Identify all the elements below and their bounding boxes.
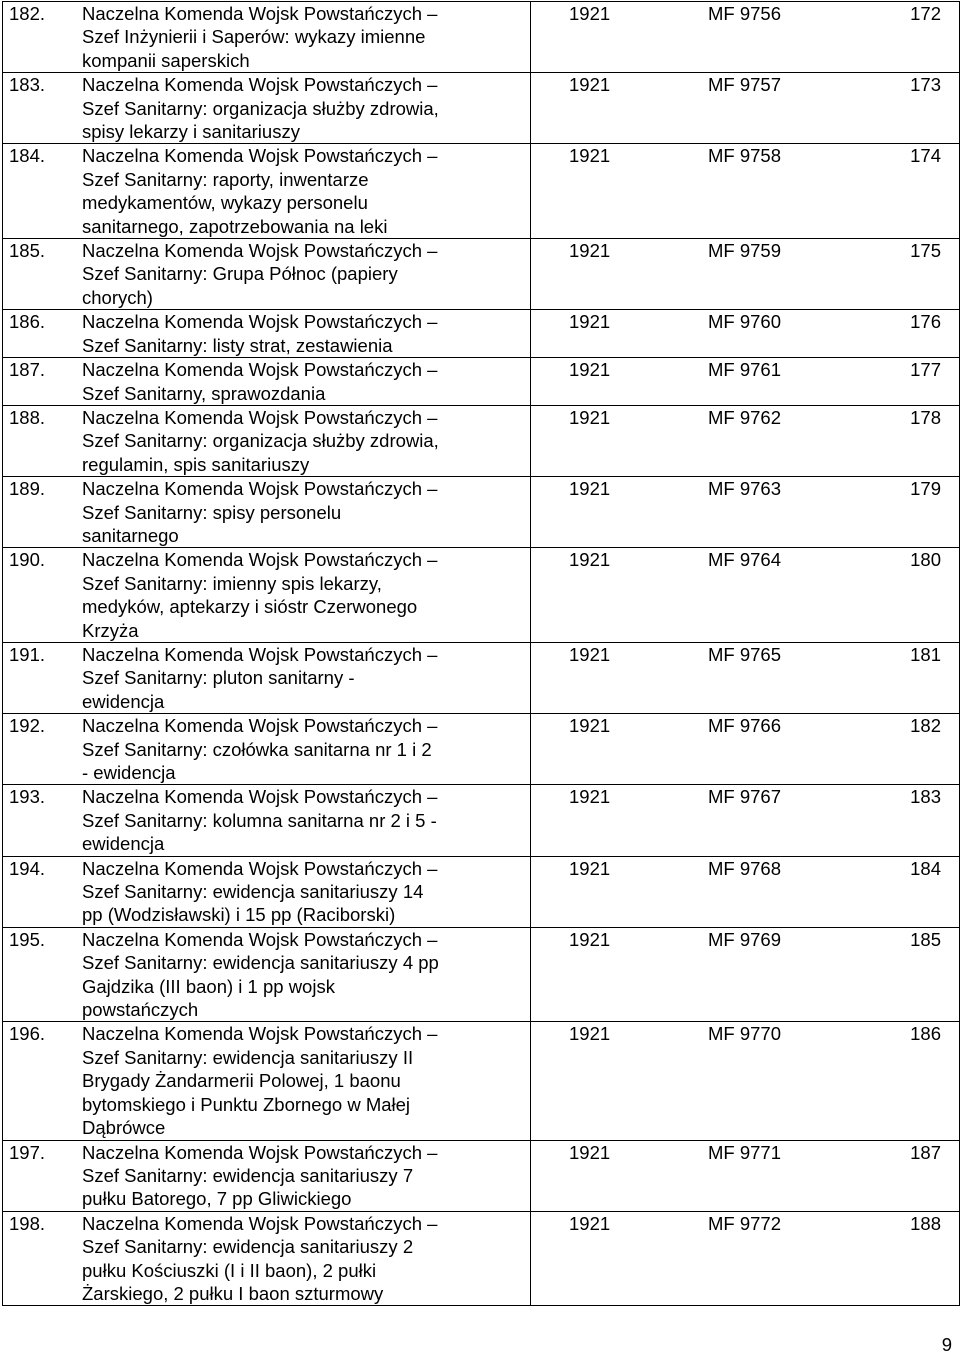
entry-description	[82, 1141, 530, 1211]
description-cell	[3, 642, 531, 713]
description-line: Gajdzika (III baon) i 1 pp wojsk	[82, 975, 335, 997]
entry-description	[82, 714, 530, 784]
entry-description	[82, 1022, 530, 1139]
year: 1921	[569, 3, 611, 24]
table-row	[3, 548, 960, 643]
description-line: Naczelna Komenda Wojsk Powstańczych –	[82, 928, 438, 950]
description-line: Szef Sanitarny: organizacja służby zdrowia,	[82, 97, 439, 119]
entry-description	[82, 2, 530, 72]
entry-description	[82, 548, 530, 642]
reference	[531, 928, 959, 951]
description-line: Szef Sanitarny, sprawozdania	[82, 382, 326, 404]
description-line: - ewidencja	[82, 762, 176, 783]
entry	[3, 1141, 530, 1211]
description-line: Naczelna Komenda Wojsk Powstańczych –	[82, 643, 438, 665]
entry-description	[82, 857, 530, 927]
description-line: spisy lekarzy i sanitariuszy	[82, 121, 300, 143]
description-line: Szef Sanitarny: czołówka sanitarna nr 1 i 2	[82, 738, 432, 760]
description-line: sanitarnego	[82, 524, 179, 546]
entry	[3, 477, 530, 547]
page-ref: 172	[910, 3, 941, 24]
page-ref: 180	[910, 549, 941, 571]
description-cell	[3, 358, 531, 406]
year: 1921	[569, 1023, 611, 1045]
description-line: ewidencja	[82, 690, 165, 712]
reference	[531, 1141, 959, 1164]
entry-number: 184.	[9, 145, 46, 167]
description-cell	[3, 477, 531, 548]
table-row	[3, 2, 960, 73]
year: 1921	[569, 928, 611, 950]
description-line: sanitarnego, zapotrzebowania na leki	[82, 215, 388, 237]
entry-number: 182.	[9, 3, 46, 24]
description-line: Brygady Żandarmerii Polowej, 1 baonu	[82, 1070, 401, 1092]
page-ref: 179	[910, 478, 941, 500]
reference-cell	[531, 1022, 960, 1140]
entry-number: 183.	[9, 74, 46, 96]
entry-number: 190.	[9, 549, 46, 571]
entry-description	[82, 406, 530, 476]
page-ref: 185	[910, 928, 941, 950]
description-line: Naczelna Komenda Wojsk Powstańczych –	[82, 3, 438, 24]
year: 1921	[569, 857, 611, 879]
entry-description	[82, 1212, 530, 1306]
entry-number: 197.	[9, 1141, 46, 1163]
description-line: bytomskiego i Punktu Zbornego w Małej	[82, 1093, 411, 1115]
table-row	[3, 714, 960, 785]
entry	[3, 928, 530, 1022]
reference-cell	[531, 1140, 960, 1211]
description-line: regulamin, spis sanitariuszy	[82, 453, 310, 475]
table-row	[3, 1140, 960, 1211]
description-cell	[3, 239, 531, 310]
year: 1921	[569, 643, 611, 665]
entry	[3, 310, 530, 357]
entry-number: 195.	[9, 928, 46, 950]
description-line: Naczelna Komenda Wojsk Powstańczych –	[82, 74, 438, 96]
description-line: Krzyża	[82, 619, 139, 641]
page-ref: 174	[910, 145, 941, 167]
reference	[531, 477, 959, 500]
description-line: Naczelna Komenda Wojsk Powstańczych –	[82, 145, 438, 167]
reference-cell	[531, 405, 960, 476]
description-line: ewidencja	[82, 833, 165, 855]
page-ref: 184	[910, 857, 941, 879]
reference-cell	[531, 2, 960, 73]
description-line: Naczelna Komenda Wojsk Powstańczych –	[82, 549, 438, 571]
reference	[531, 239, 959, 262]
page-ref: 188	[910, 1212, 941, 1234]
page-ref: 183	[910, 786, 941, 808]
signature: MF 9759	[708, 240, 782, 262]
description-line: Szef Sanitarny: ewidencja sanitariuszy II	[82, 1046, 414, 1068]
year: 1921	[569, 311, 611, 333]
description-line: Szef Sanitarny: ewidencja sanitariuszy 2	[82, 1236, 414, 1258]
description-line: medyków, aptekarzy i sióstr Czerwonego	[82, 596, 418, 618]
description-cell	[3, 144, 531, 239]
reference	[531, 643, 959, 666]
description-line: Naczelna Komenda Wojsk Powstańczych –	[82, 786, 438, 808]
description-line: pp (Wodzisławski) i 15 pp (Raciborski)	[82, 904, 396, 926]
table-row	[3, 1211, 960, 1306]
entry	[3, 406, 530, 476]
description-line: pułku Batorego, 7 pp Gliwickiego	[82, 1188, 352, 1210]
table-row	[3, 477, 960, 548]
table-row	[3, 73, 960, 144]
entry	[3, 239, 530, 309]
description-line: Naczelna Komenda Wojsk Powstańczych –	[82, 1023, 438, 1045]
table-row	[3, 642, 960, 713]
signature: MF 9756	[708, 3, 782, 24]
entry-number: 193.	[9, 786, 46, 808]
entry-number: 192.	[9, 715, 46, 737]
entry	[3, 358, 530, 405]
signature: MF 9764	[708, 549, 782, 571]
entry-number: 189.	[9, 478, 46, 500]
description-line: Szef Sanitarny: Grupa Północ (papiery	[82, 263, 398, 285]
description-line: pułku Kościuszki (I i II baon), 2 pułki	[82, 1259, 377, 1281]
entry-description	[82, 643, 530, 713]
year: 1921	[569, 478, 611, 500]
reference-cell	[531, 642, 960, 713]
reference-cell	[531, 358, 960, 406]
signature: MF 9770	[708, 1023, 782, 1045]
inventory-table	[2, 1, 960, 1306]
description-cell	[3, 1140, 531, 1211]
signature: MF 9768	[708, 857, 782, 879]
signature: MF 9767	[708, 786, 782, 808]
page-ref: 173	[910, 74, 941, 96]
year: 1921	[569, 1212, 611, 1234]
year: 1921	[569, 786, 611, 808]
entry-description	[82, 144, 530, 238]
reference	[531, 1212, 959, 1235]
description-line: Szef Sanitarny: raporty, inwentarze	[82, 168, 369, 190]
table-row	[3, 785, 960, 856]
description-line: Żarskiego, 2 pułku I baon szturmowy	[82, 1282, 384, 1304]
description-cell	[3, 405, 531, 476]
reference-cell	[531, 548, 960, 643]
entry	[3, 73, 530, 143]
description-line: Naczelna Komenda Wojsk Powstańczych –	[82, 406, 438, 428]
reference	[531, 548, 959, 571]
table-row	[3, 358, 960, 406]
signature: MF 9769	[708, 928, 782, 950]
inventory-table-body	[3, 2, 960, 1306]
signature: MF 9761	[708, 359, 782, 381]
signature: MF 9772	[708, 1212, 782, 1234]
entry-description	[82, 310, 530, 357]
entry-description	[82, 358, 530, 405]
page-ref: 177	[910, 359, 941, 381]
signature: MF 9760	[708, 311, 782, 333]
signature: MF 9765	[708, 643, 782, 665]
reference-cell	[531, 714, 960, 785]
reference	[531, 73, 959, 96]
table-row	[3, 310, 960, 358]
description-line: Szef Sanitarny: spisy personelu	[82, 501, 342, 523]
reference-cell	[531, 144, 960, 239]
table-row	[3, 405, 960, 476]
reference-cell	[531, 785, 960, 856]
reference-cell	[531, 1211, 960, 1306]
description-cell	[3, 2, 531, 73]
description-cell	[3, 1211, 531, 1306]
description-cell	[3, 310, 531, 358]
reference-cell	[531, 856, 960, 927]
entry	[3, 643, 530, 713]
description-cell	[3, 1022, 531, 1140]
page-ref: 186	[910, 1023, 941, 1045]
description-line: Naczelna Komenda Wojsk Powstańczych –	[82, 478, 438, 500]
signature: MF 9766	[708, 715, 782, 737]
entry	[3, 144, 530, 238]
reference	[531, 785, 959, 808]
reference	[531, 144, 959, 167]
table-row	[3, 927, 960, 1022]
description-line: medykamentów, wykazy personelu	[82, 192, 368, 214]
entry	[3, 714, 530, 784]
description-cell	[3, 548, 531, 643]
entry-number: 194.	[9, 857, 46, 879]
description-cell	[3, 73, 531, 144]
entry-description	[82, 928, 530, 1022]
entry-number: 196.	[9, 1023, 46, 1045]
description-cell	[3, 927, 531, 1022]
reference-cell	[531, 73, 960, 144]
year: 1921	[569, 715, 611, 737]
page-ref: 175	[910, 240, 941, 262]
description-line: chorych)	[82, 286, 153, 308]
description-cell	[3, 785, 531, 856]
reference-cell	[531, 477, 960, 548]
table-row	[3, 144, 960, 239]
reference-cell	[531, 310, 960, 358]
entry	[3, 785, 530, 855]
reference	[531, 358, 959, 381]
page-ref: 181	[910, 643, 941, 665]
reference	[531, 1022, 959, 1045]
description-line: powstańczych	[82, 999, 199, 1021]
entry-number: 191.	[9, 643, 46, 665]
reference	[531, 2, 959, 25]
description-cell	[3, 714, 531, 785]
entry-description	[82, 239, 530, 309]
description-cell	[3, 856, 531, 927]
year: 1921	[569, 406, 611, 428]
year: 1921	[569, 359, 611, 381]
description-line: Naczelna Komenda Wojsk Powstańczych –	[82, 359, 438, 381]
signature: MF 9762	[708, 406, 782, 428]
table-row	[3, 856, 960, 927]
description-line: Szef Sanitarny: kolumna sanitarna nr 2 i 5 -	[82, 809, 437, 831]
description-line: Szef Sanitarny: pluton sanitarny -	[82, 667, 355, 689]
entry-number: 187.	[9, 359, 46, 381]
entry	[3, 857, 530, 927]
signature: MF 9763	[708, 478, 782, 500]
description-line: Naczelna Komenda Wojsk Powstańczych –	[82, 240, 438, 262]
description-line: Szef Inżynierii i Saperów: wykazy imienne	[82, 26, 426, 48]
reference	[531, 857, 959, 880]
year: 1921	[569, 145, 611, 167]
entry-description	[82, 785, 530, 855]
year: 1921	[569, 1141, 611, 1163]
description-line: Szef Sanitarny: ewidencja sanitariuszy 7	[82, 1164, 414, 1186]
entry	[3, 1022, 530, 1139]
description-line: Szef Sanitarny: ewidencja sanitariuszy 4 pp	[82, 952, 439, 974]
page-ref: 187	[910, 1141, 941, 1163]
signature: MF 9757	[708, 74, 782, 96]
description-line: Naczelna Komenda Wojsk Powstańczych –	[82, 1141, 438, 1163]
description-line: Szef Sanitarny: ewidencja sanitariuszy 14	[82, 881, 424, 903]
entry-number: 188.	[9, 406, 46, 428]
entry-description	[82, 477, 530, 547]
table-row	[3, 239, 960, 310]
description-line: Szef Sanitarny: listy strat, zestawienia	[82, 334, 393, 356]
reference	[531, 406, 959, 429]
reference	[531, 714, 959, 737]
entry-number: 186.	[9, 311, 46, 333]
year: 1921	[569, 240, 611, 262]
page-number: 9	[941, 1334, 952, 1355]
entry	[3, 2, 530, 72]
page-ref: 178	[910, 406, 941, 428]
entry-number: 185.	[9, 240, 46, 262]
entry	[3, 1212, 530, 1306]
reference-cell	[531, 239, 960, 310]
reference	[531, 310, 959, 333]
description-line: Naczelna Komenda Wojsk Powstańczych –	[82, 857, 438, 879]
description-line: Szef Sanitarny: imienny spis lekarzy,	[82, 572, 382, 594]
entry	[3, 548, 530, 642]
year: 1921	[569, 74, 611, 96]
entry-number: 198.	[9, 1212, 46, 1234]
entry-description	[82, 73, 530, 143]
table-row	[3, 1022, 960, 1140]
description-line: Naczelna Komenda Wojsk Powstańczych –	[82, 311, 438, 333]
signature: MF 9758	[708, 145, 782, 167]
page-ref: 182	[910, 715, 941, 737]
page-ref: 176	[910, 311, 941, 333]
description-line: Naczelna Komenda Wojsk Powstańczych –	[82, 1212, 438, 1234]
description-line: Dąbrówce	[82, 1117, 166, 1139]
signature: MF 9771	[708, 1141, 782, 1163]
description-line: Naczelna Komenda Wojsk Powstańczych –	[82, 715, 438, 737]
reference-cell	[531, 927, 960, 1022]
description-line: kompanii saperskich	[82, 49, 250, 71]
description-line: Szef Sanitarny: organizacja służby zdrowia,	[82, 430, 439, 452]
year: 1921	[569, 549, 611, 571]
